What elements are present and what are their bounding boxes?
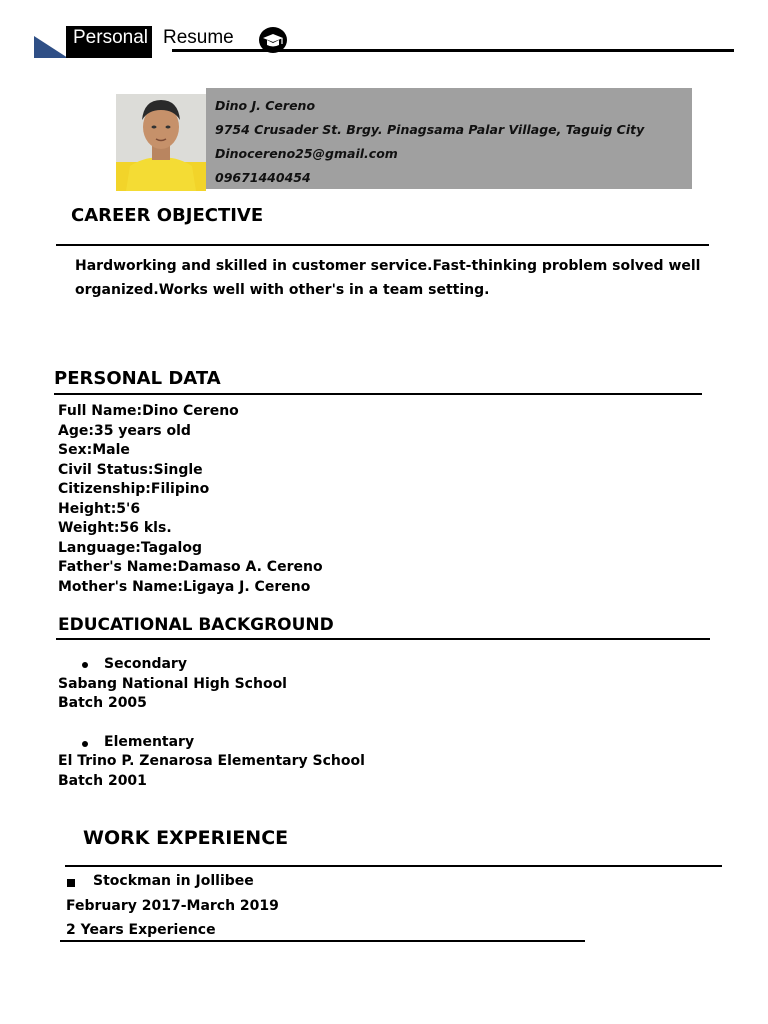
career-objective-line-2: organized.Works well with other's in a team setting. — [75, 282, 490, 298]
education-school-elementary: El Trino P. Zenarosa Elementary School — [58, 753, 365, 769]
square-bullet-icon — [67, 879, 75, 887]
work-period: February 2017-March 2019 — [66, 898, 279, 914]
education-batch-elementary: Batch 2001 — [58, 773, 147, 789]
work-duration: 2 Years Experience — [66, 922, 216, 938]
education-level-secondary: Secondary — [104, 656, 187, 672]
personal-data-item: Weight:56 kls. — [58, 520, 172, 536]
profile-photo — [116, 94, 206, 191]
contact-address: 9754 Crusader St. Brgy. Pinagsama Palar Village, Taguig City — [215, 122, 645, 137]
education-batch-secondary: Batch 2005 — [58, 695, 147, 711]
personal-data-item: Citizenship:Filipino — [58, 481, 210, 497]
contact-name: Dino J. Cereno — [215, 98, 316, 113]
header-personal-label: Personal — [73, 27, 148, 48]
education-heading: EDUCATIONAL BACKGROUND — [58, 615, 334, 635]
work-experience-rule — [65, 865, 722, 867]
header-rule — [172, 49, 734, 52]
education-rule — [56, 638, 710, 640]
career-objective-rule — [56, 244, 709, 246]
personal-data-item: Sex:Male — [58, 442, 130, 458]
header-accent-shape — [34, 36, 68, 58]
personal-data-heading: PERSONAL DATA — [54, 368, 221, 389]
header-resume-label: Resume — [163, 27, 234, 48]
contact-email: Dinocereno25@gmail.com — [215, 146, 398, 161]
personal-data-rule — [54, 393, 702, 395]
education-school-secondary: Sabang National High School — [58, 676, 287, 692]
career-objective-heading: CAREER OBJECTIVE — [71, 205, 264, 226]
work-position: Stockman in Jollibee — [93, 873, 254, 889]
contact-phone: 09671440454 — [215, 170, 311, 185]
contact-box — [206, 88, 692, 189]
personal-data-item: Age:35 years old — [58, 423, 191, 439]
personal-data-item: Mother's Name:Ligaya J. Cereno — [58, 579, 311, 595]
personal-data-item: Full Name:Dino Cereno — [58, 403, 239, 419]
career-objective-line-1: Hardworking and skilled in customer service.Fast-thinking problem solved well — [75, 258, 701, 274]
personal-data-item: Father's Name:Damaso A. Cereno — [58, 559, 323, 575]
bullet-icon — [82, 662, 88, 668]
bullet-icon — [82, 741, 88, 747]
personal-data-item: Language:Tagalog — [58, 540, 202, 556]
work-experience-heading: WORK EXPERIENCE — [83, 827, 289, 849]
personal-data-item: Height:5'6 — [58, 501, 141, 517]
education-level-elementary: Elementary — [104, 734, 195, 750]
work-bottom-rule — [60, 940, 585, 942]
personal-data-item: Civil Status:Single — [58, 462, 203, 478]
